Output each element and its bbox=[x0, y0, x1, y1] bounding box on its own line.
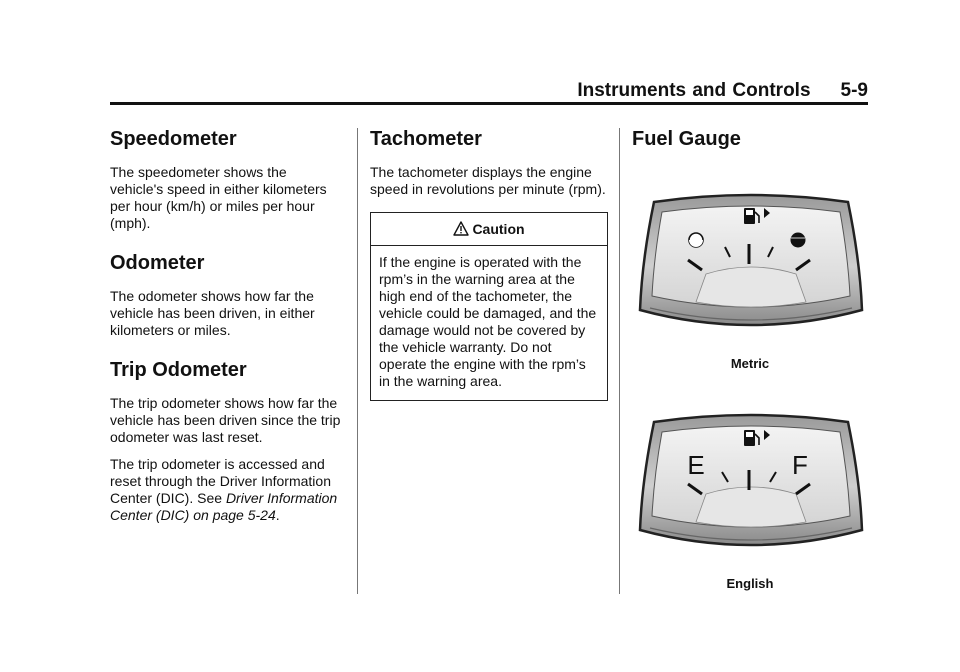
column-divider bbox=[619, 128, 620, 594]
full-indicator-icon bbox=[791, 233, 806, 248]
metric-caption: Metric bbox=[730, 356, 770, 371]
header-rule bbox=[110, 102, 868, 105]
speedometer-heading: Speedometer bbox=[110, 128, 237, 150]
fuel-gauge-heading: Fuel Gauge bbox=[632, 128, 741, 150]
english-fuel-gauge-illustration bbox=[636, 410, 866, 555]
trip-odometer-heading: Trip Odometer bbox=[110, 359, 247, 381]
full-label: F bbox=[792, 450, 808, 480]
english-caption: English bbox=[726, 576, 774, 591]
trip-odometer-reset-text: The trip odometer is accessed and reset through the Driver Information Center (DIC). See Driver Information Center (DIC) on page 5-24. bbox=[110, 456, 338, 523]
metric-fuel-gauge-illustration bbox=[636, 190, 866, 335]
page-number: 5-9 bbox=[840, 80, 868, 101]
tachometer-heading: Tachometer bbox=[370, 128, 482, 150]
caution-box bbox=[370, 212, 608, 401]
column-right bbox=[632, 124, 872, 164]
empty-label: E bbox=[687, 450, 705, 480]
column-divider bbox=[357, 128, 358, 594]
tachometer-text: The tachometer displays the engine speed in revolutions per minute (rpm). bbox=[370, 164, 606, 197]
column-middle bbox=[370, 124, 610, 401]
speedometer-text: The speedometer shows the vehicle's speed in either kilometers per hour (km/h) or miles per hour (mph). bbox=[110, 164, 327, 231]
warning-triangle-icon bbox=[453, 221, 469, 239]
empty-indicator-icon bbox=[689, 233, 703, 247]
dic-reference-link[interactable]: Driver Information Center (DIC) on page 5-24 bbox=[110, 490, 338, 523]
page-header bbox=[577, 80, 868, 102]
odometer-heading: Odometer bbox=[110, 252, 205, 274]
odometer-text: The odometer shows how far the vehicle has been driven, in either kilometers or miles. bbox=[110, 288, 315, 338]
column-left bbox=[110, 124, 342, 534]
caution-title: Caution bbox=[472, 221, 525, 237]
section-title: Instruments and Controls bbox=[577, 80, 811, 101]
trip-odometer-text: The trip odometer shows how far the vehicle has been driven since the trip odometer was last reset. bbox=[110, 395, 341, 445]
caution-text: If the engine is operated with the rpm’s in the warning area at the high end of the tachometer, the vehicle could be damaged, and the damage would not be covered by the vehicle warranty. Do not operate the engine with the rpm’s in the warning area. bbox=[379, 254, 597, 389]
caution-header bbox=[371, 213, 607, 246]
